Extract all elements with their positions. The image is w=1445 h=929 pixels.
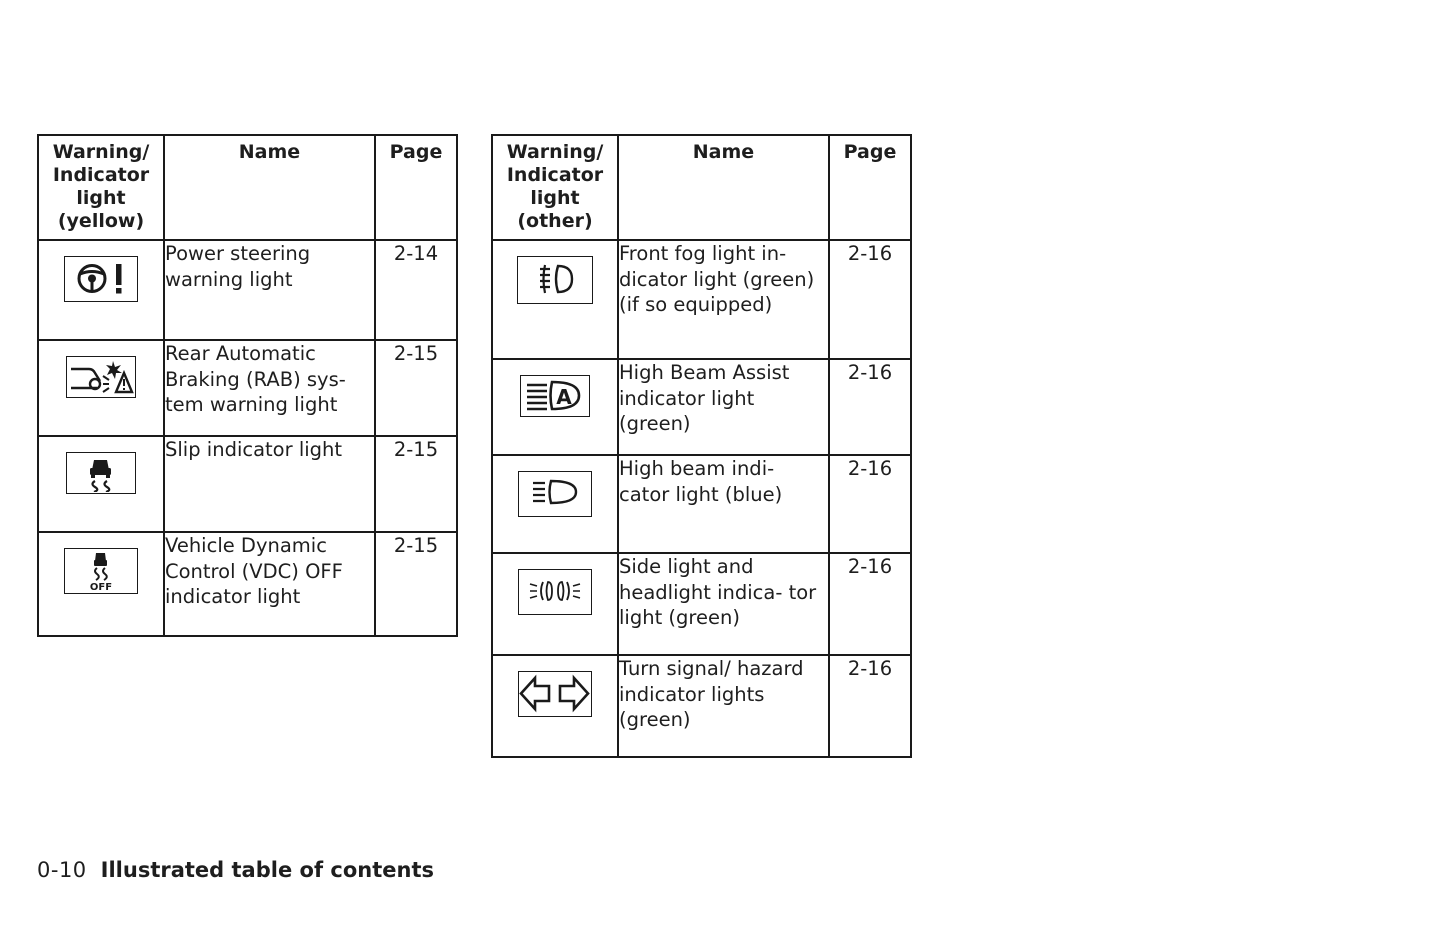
table-row xyxy=(492,553,911,655)
row-page: 2-15 xyxy=(375,436,457,532)
slip-indicator-icon xyxy=(66,452,136,494)
row-page: 2-15 xyxy=(375,532,457,636)
high-beam-assist-icon xyxy=(520,375,590,417)
row-page: 2-14 xyxy=(375,240,457,340)
rear-automatic-braking-icon xyxy=(66,356,136,398)
header-name: Name xyxy=(164,135,375,240)
row-name: Vehicle Dynamic Control (VDC) OFF indicator light xyxy=(164,532,375,636)
power-steering-warning-icon xyxy=(64,256,138,302)
row-name: Slip indicator light xyxy=(164,436,375,532)
row-name: High Beam Assist indicator light (green) xyxy=(618,359,829,455)
row-page: 2-16 xyxy=(829,240,911,359)
side-light-headlight-icon xyxy=(518,569,592,615)
page-footer xyxy=(37,858,434,882)
row-name: Side light and headlight indica- tor light (green) xyxy=(618,553,829,655)
high-beam-assist-label: A xyxy=(556,385,572,409)
row-name: High beam indi- cator light (blue) xyxy=(618,455,829,553)
row-name: Turn signal/ hazard indicator lights (green) xyxy=(618,655,829,757)
table-row xyxy=(38,436,457,532)
table-row xyxy=(492,359,911,455)
header-page: Page xyxy=(829,135,911,240)
vdc-off-icon xyxy=(64,548,138,594)
header-indicator-light: Warning/ Indicator light (other) xyxy=(492,135,618,240)
table-row xyxy=(492,655,911,757)
row-page: 2-15 xyxy=(375,340,457,436)
table-row xyxy=(38,240,457,340)
section-title: Illustrated table of contents xyxy=(100,858,434,882)
row-name: Power steering warning light xyxy=(164,240,375,340)
header-page: Page xyxy=(375,135,457,240)
table-row xyxy=(38,340,457,436)
table-row xyxy=(38,532,457,636)
row-name: Front fog light in- dicator light (green) (if so equipped) xyxy=(618,240,829,359)
vdc-off-label: OFF xyxy=(89,582,113,592)
row-page: 2-16 xyxy=(829,455,911,553)
page-number: 0-10 xyxy=(37,858,87,882)
header-name: Name xyxy=(618,135,829,240)
row-page: 2-16 xyxy=(829,359,911,455)
header-indicator-light: Warning/ Indicator light (yellow) xyxy=(38,135,164,240)
high-beam-icon xyxy=(518,471,592,517)
row-page: 2-16 xyxy=(829,655,911,757)
row-page: 2-16 xyxy=(829,553,911,655)
other-indicator-table xyxy=(491,134,912,758)
row-name: Rear Automatic Braking (RAB) sys- tem warning light xyxy=(164,340,375,436)
table-row xyxy=(492,455,911,553)
yellow-indicator-table xyxy=(37,134,458,637)
turn-signal-hazard-icon xyxy=(518,671,592,717)
front-fog-light-icon xyxy=(517,256,593,304)
table-row xyxy=(492,240,911,359)
